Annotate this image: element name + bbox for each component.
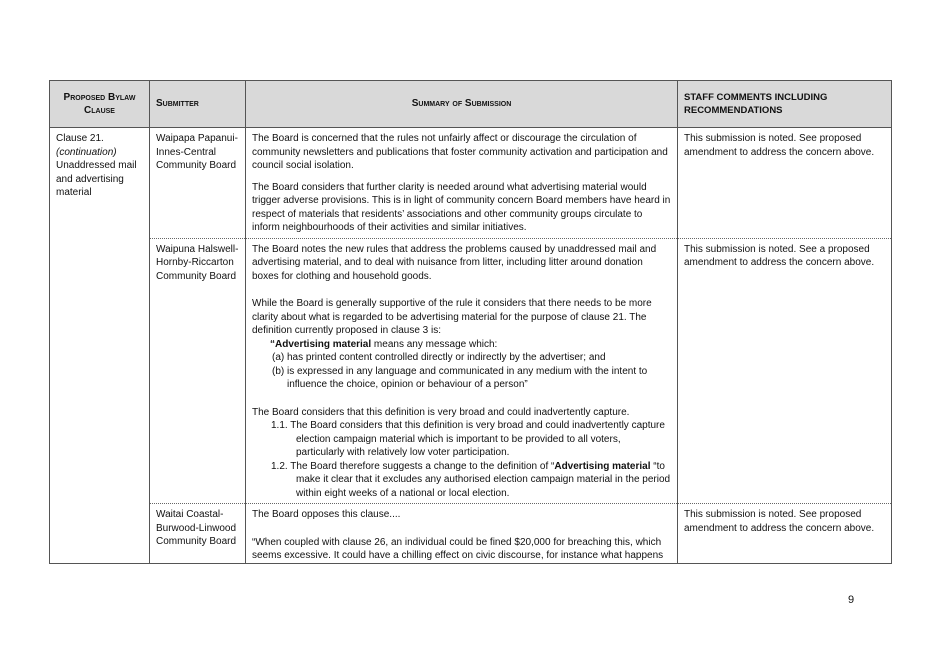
comment-cell: This submission is noted. See a proposed amendment to address the concern above. bbox=[678, 238, 892, 504]
comment-cell: This submission is noted. See proposed amendment to address the concern above. bbox=[678, 128, 892, 239]
submitter-cell: Waitai Coastal-Burwood-Linwood Community Board bbox=[150, 504, 246, 564]
definition-rest: means any message which: bbox=[371, 338, 498, 350]
summary-cell bbox=[246, 128, 678, 239]
summary-paragraph: “When coupled with clause 26, an individual could be fined $20,000 for breaching this, which seems excessive. It could have a chilling effect on civic discourse, for instance what happens bbox=[252, 536, 664, 561]
summary-paragraph: While the Board is generally supportive of the rule it considers that there needs to be more clarity about what is regarded to be advertising material for the purpose of clause 21. The definition currently proposed in clause 3 is: bbox=[252, 298, 652, 336]
clause-cell bbox=[50, 128, 150, 564]
numbered-point-1-1: 1.1. The Board considers that this definition is very broad and could inadvertently capture election campaign material which is important to be provided to all voters, particularly with relatively low voter participation. bbox=[271, 420, 665, 458]
clause-title: Unaddressed mail and advertising material bbox=[56, 160, 137, 198]
table-row bbox=[50, 504, 892, 564]
comment-cell: This submission is noted. See proposed amendment to address the concern above. bbox=[678, 504, 892, 564]
clause-number: Clause 21. bbox=[56, 133, 104, 144]
summary-paragraph: The Board is concerned that the rules not unfairly affect or discourage the circulation of community newsletters and publications that foster community activation and participation and council social isolation. bbox=[252, 133, 668, 171]
table-row bbox=[50, 238, 892, 504]
submitter-cell: Waipuna Halswell-Hornby-Riccarton Community Board bbox=[150, 238, 246, 504]
definition-item-a: (a) has printed content controlled directly or indirectly by the advertiser; and bbox=[272, 352, 606, 363]
numbered-point-text: 1.2. The Board therefore suggests a change to the definition of “ bbox=[271, 460, 555, 472]
header-submitter: Submitter bbox=[150, 81, 246, 128]
submissions-table bbox=[49, 80, 892, 564]
page-number: 9 bbox=[848, 594, 855, 606]
definition-term: “Advertising material bbox=[270, 338, 372, 350]
summary-paragraph: The Board considers that further clarity is needed around what advertising material would trigger adverse provisions. This is in light of community concern Board members have heard in respect of materials that residents’ associations and other community groups circulate to inform neighbourhoods of their activities and similar initiatives. bbox=[252, 181, 671, 233]
numbered-point-1-2 bbox=[252, 460, 671, 501]
numbered-point-bold: Advertising material bbox=[554, 460, 651, 472]
summary-cell bbox=[246, 238, 678, 504]
definition-item-b: (b) is expressed in any language and communicated in any medium with the intent to influence the choice, opinion or behaviour of a person” bbox=[272, 365, 648, 390]
submitter-cell: Waipapa Papanui-Innes-Central Community Board bbox=[150, 128, 246, 239]
numbered-point-text: “to make it clear that it excludes any authorised election campaign material in the period within eight weeks of a national or local election. bbox=[296, 460, 671, 499]
header-clause: Proposed Bylaw Clause bbox=[50, 81, 150, 128]
clause-continuation: (continuation) bbox=[56, 146, 117, 158]
summary-paragraph: The Board considers that this definition is very broad and could inadvertently capture. bbox=[252, 406, 630, 418]
summary-paragraph: The Board notes the new rules that address the problems caused by unaddressed mail and advertising material, and to deal with nuisance from litter, including litter around donation boxes for clothing and household goods. bbox=[252, 243, 657, 282]
header-summary: Summary of Submission bbox=[246, 81, 678, 128]
summary-cell bbox=[246, 504, 678, 564]
definition-heading bbox=[270, 338, 671, 352]
summary-paragraph: The Board opposes this clause.... bbox=[252, 509, 401, 520]
header-comments: STAFF COMMENTS INCLUDING RECOMMENDATIONS bbox=[678, 81, 892, 128]
table-header-row bbox=[50, 81, 892, 128]
table-row bbox=[50, 128, 892, 239]
